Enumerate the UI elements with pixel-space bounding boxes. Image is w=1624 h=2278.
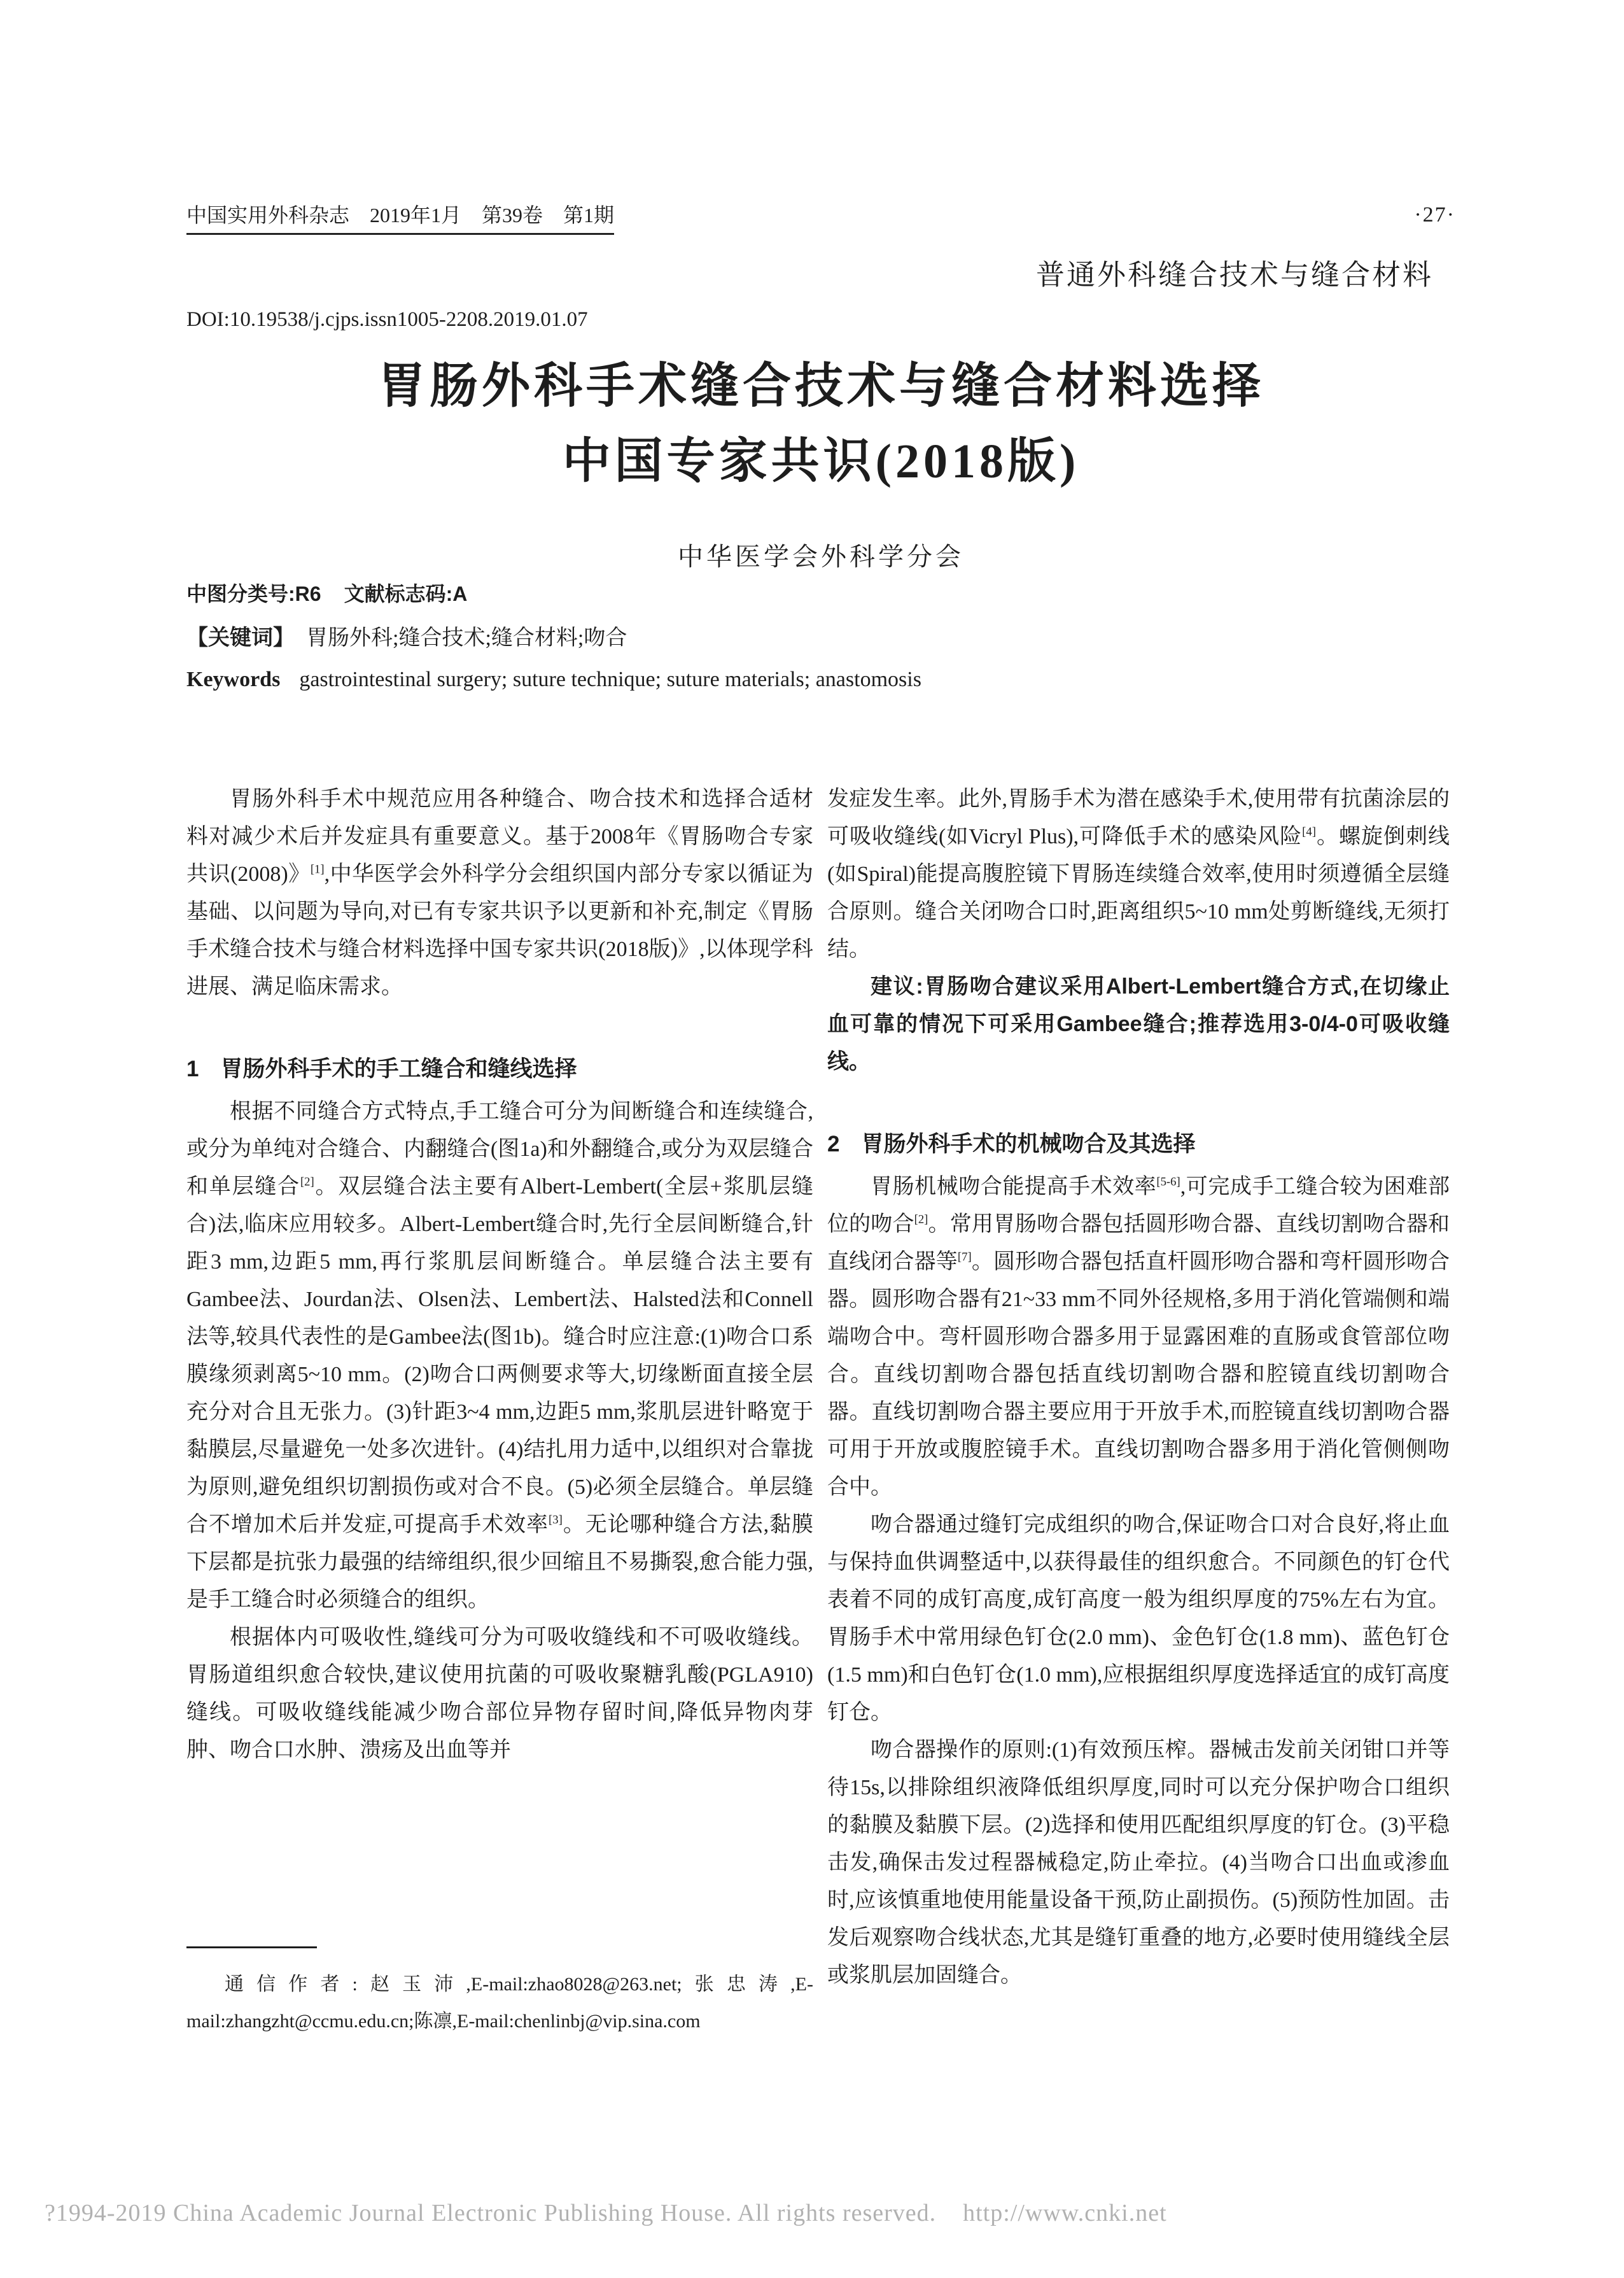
paragraph-stapler-types: 胃肠机械吻合能提高手术效率[5-6],可完成手工缝合较为困难部位的吻合[2]。常用胃肠吻合器包括圆形吻合器、直线切割吻合器和直线闭合器等[7]。圆形吻合器包括直杆圆形吻合器和弯杆圆形吻合器。圆形吻合器有21~33 mm不同外径规格,多用于消化管端侧和端端吻合中。弯杆圆形吻合器多用于显露困难的直肠或食管部位吻合。直线切割吻合器包括直线切割吻合器和腔镜直线切割吻合器。直线切割吻合器主要应用于开放手术,而腔镜直线切割吻合器可用于开放或腹腔镜手术。直线切割吻合器多用于消化管侧侧吻合中。 [827, 1175, 1450, 1499]
section-heading-2 [827, 1125, 1450, 1163]
keywords-en-label: Keywords [186, 668, 281, 691]
paragraph-hand-suture: 根据不同缝合方式特点,手工缝合可分为间断缝合和连续缝合,或分为单纯对合缝合、内翻缝合(图1a)和外翻缝合,或分为双层缝合和单层缝合[2]。双层缝合法主要有Albert-Lembert(全层+浆肌层缝合)法,临床应用较多。Albert-Lembert缝合时,先行全层间断缝合,针距3 mm,边距5 mm,再行浆肌层间断缝合。单层缝合法主要有Gambee法、Jourdan法、Olsen法、Lembert法、Halsted法和Connell法等,较具代表性的是Gambee法(图1b)。缝合时应注意:(1)吻合口系膜缘须剥离5~10 mm。(2)吻合口两侧要求等大,切缘断面直接全层充分对合且无张力。(3)针距3~4 mm,边距5 mm,浆肌层进针略宽于黏膜层,尽量避免一处多次进针。(4)结扎用力适中,以组织对合靠拢为原则,避免组织切割损伤或对合不良。(5)必须全层缝合。单层缝合不增加术后并发症,可提高手术效率[3]。无论哪种缝合方法,黏膜下层都是抗张力最强的结缔组织,很少回缩且不易撕裂,愈合能力强,是手工缝合时必须缝合的组织。 [186, 1100, 814, 1612]
footnote-divider [186, 1946, 317, 1948]
correspondence-footnote [186, 1946, 813, 2040]
keywords-zh-label: 【关键词】 [186, 626, 295, 650]
author: 中华医学会外科学分会 [678, 542, 964, 571]
classification-meta [186, 580, 467, 607]
copyright-footer: ?1994-2019 China Academic Journal Electronic Publishing House. All rights reserved. http://www.cnki.net [45, 2200, 1167, 2226]
correspondence-text: 通信作者:赵玉沛,E-mail:zhao8028@263.net;张忠涛,E-mail:zhangzht@ccmu.edu.cn;陈凛,E-mail:chenlinbj@vip.sina.com [186, 1974, 813, 2032]
clc-number: 中图分类号:R6 [186, 582, 321, 605]
recommendation-paragraph: 建议:胃肠吻合建议采用Albert-Lembert缝合方式,在切缘止血可靠的情况下可采用Gambee缝合;推荐选用3-0/4-0可吸收缝线。 [827, 974, 1450, 1074]
paragraph-intro: 胃肠外科手术中规范应用各种缝合、吻合技术和选择合适材料对减少术后并发症具有重要意义。基于2008年《胃肠吻合专家共识(2008)》[1],中华医学会外科学分会组织国内部分专家以循证为基础、以问题为导向,对已有专家共识予以更新和补充,制定《胃肠手术缝合技术与缝合材料选择中国专家共识(2018版)》,以体现学科进展、满足临床需求。 [186, 787, 813, 999]
keywords-en [186, 666, 1455, 694]
keywords-en-text: gastrointestinal surgery; suture technique; suture materials; anastomosis [299, 668, 921, 691]
article-title [186, 349, 1455, 499]
document-code: 文献标志码:A [344, 582, 468, 605]
section-1-title: 胃肠外科手术的手工缝合和缝线选择 [220, 1057, 577, 1081]
section-heading-1 [186, 1050, 813, 1088]
section-2-number: 2 [827, 1132, 840, 1157]
article-title-line2: 中国专家共识(2018版) [562, 435, 1080, 488]
journal-column-banner: 普通外科缝合技术与缝合材料 [1035, 259, 1433, 291]
keywords-zh-text: 胃肠外科;缝合技术;缝合材料;吻合 [306, 626, 627, 650]
right-column [827, 780, 1450, 1994]
doi: DOI:10.19538/j.cjps.issn1005-2208.2019.01.07 [186, 308, 588, 331]
paragraph-staple-height: 吻合器通过缝钉完成组织的吻合,保证吻合口对合良好,将止血与保持血供调整适中,以获得最佳的组织愈合。不同颜色的钉仓代表着不同的成钉高度,成钉高度一般为组织厚度的75%左右为宜。胃肠手术中常用绿色钉仓(2.0 mm)、金色钉仓(1.8 mm)、蓝色钉仓(1.5 mm)和白色钉仓(1.0 mm),应根据组织厚度选择适宜的成钉高度钉仓。 [827, 1513, 1450, 1724]
article-title-line1: 胃肠外科手术缝合技术与缝合材料选择 [377, 360, 1264, 413]
page-number: ·27· [1414, 203, 1455, 227]
section-2-title: 胃肠外科手术的机械吻合及其选择 [861, 1132, 1196, 1157]
journal-issue-info: 中国实用外科杂志 2019年1月 第39卷 第1期 [186, 202, 614, 235]
paragraph-suture-material-cont: 发症发生率。此外,胃肠手术为潜在感染手术,使用带有抗菌涂层的可吸收缝线(如Vicryl Plus),可降低手术的感染风险[4]。螺旋倒刺线(如Spiral)能提高腹腔镜下胃肠连续缝合效率,使用时须遵循全层缝合原则。缝合关闭吻合口时,距离组织5~10 mm处剪断缝线,无须打结。 [827, 787, 1450, 961]
page-header [186, 202, 1455, 235]
paragraph-stapler-principles: 吻合器操作的原则:(1)有效预压榨。器械击发前关闭钳口并等待15s,以排除组织液降低组织厚度,同时可以充分保护吻合口组织的黏膜及黏膜下层。(2)选择和使用匹配组织厚度的钉仓。(3)平稳击发,确保击发过程器械稳定,防止牵拉。(4)当吻合口出血或渗血时,应该慎重地使用能量设备干预,防止副损伤。(5)预防性加固。击发后观察吻合线状态,尤其是缝钉重叠的地方,必要时使用缝线全层或浆肌层加固缝合。 [827, 1738, 1450, 1987]
left-column [186, 780, 813, 1769]
keywords-zh [186, 624, 1455, 652]
paragraph-suture-material: 根据体内可吸收性,缝线可分为可吸收缝线和不可吸收缝线。胃肠道组织愈合较快,建议使用抗菌的可吸收聚糖乳酸(PGLA910)缝线。可吸收缝线能减少吻合部位异物存留时间,降低异物肉芽肿、吻合口水肿、溃疡及出血等并 [186, 1626, 813, 1762]
section-1-number: 1 [186, 1057, 199, 1081]
